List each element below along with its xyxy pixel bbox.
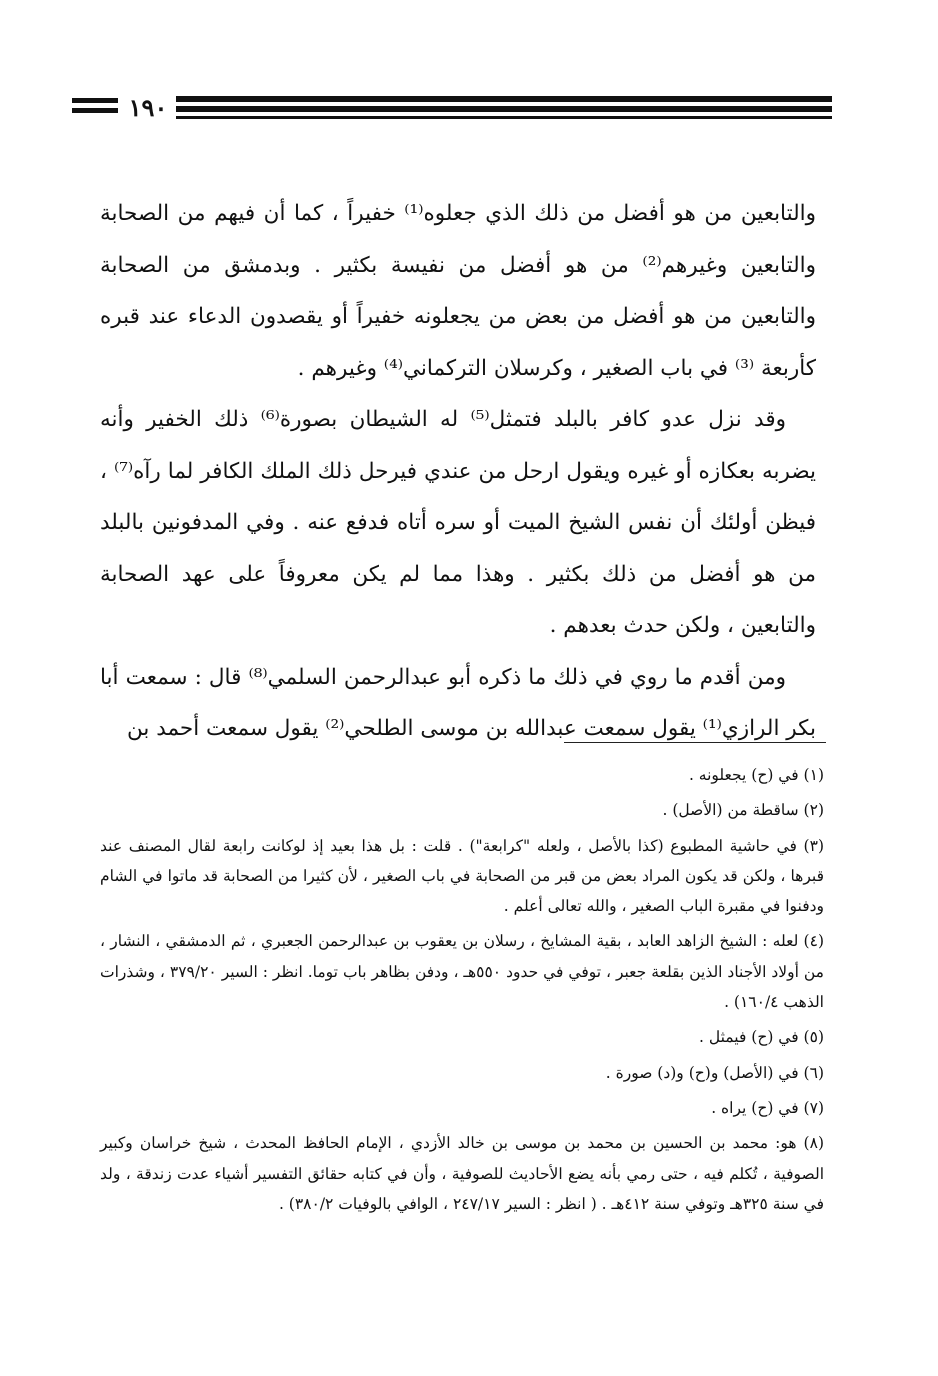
footnote-divider: [564, 742, 826, 743]
body-paragraph-1: والتابعين من هو أفضل من ذلك الذي جعلوه⁽¹⁾ خفيراً ، كما أن فيهم من الصحابة والتابعين وغيرهم⁽²⁾ من هو أفضل من نفيسة بكثير . وبدمشق من الصحابة والتابعين من هو أفضل من بعض من يجعلونه خفيراً أو يقصدون الدعاء عند قبره كأربعة ⁽³⁾ في باب الصغير ، وكرسلان التركماني⁽⁴⁾ وغيرهم .: [100, 201, 816, 381]
footnote-2: (٢) ساقطة من (الأصل) .: [662, 801, 824, 820]
body-paragraph-3: ومن أقدم ما روي في ذلك ما ذكره أبو عبدالرحمن السلمي⁽⁸⁾ قال : سمعت أبا بكر الرازي⁽¹⁾ يقول سمعت عبدالله بن موسى الطلحي⁽²⁾ يقول سمعت أحمد بن: [100, 664, 816, 741]
main-text: [100, 188, 816, 755]
footnote-8: (٨) هو: محمد بن الحسين بن محمد بن موسى بن خالد الأزدي ، الإمام الحافظ المحدث ، شيخ خراسان وكبير الصوفية ، تُكلم فيه ، حتى رمي بأنه يضع الأحاديث للصوفية ، وأن في كتابه حقائق التفسير أشياء عدت زندقة ، ولد في سنة ٣٢٥هـ وتوفي سنة ٤١٢هـ . ( انظر : السير ٢٤٧/١٧ ، الوافي بالوفيات ٣٨٠/٢) .: [100, 1134, 824, 1213]
footnotes: [100, 760, 824, 1219]
page-number: ١٩٠: [128, 93, 168, 122]
header-rule-left: [72, 92, 118, 122]
header-rule-right: [176, 92, 832, 122]
footnote-5: (٥) في (ح) فيمثل .: [699, 1028, 824, 1047]
footnote-1: (١) في (ح) يجعلونه .: [688, 766, 824, 784]
footnote-7: (٧) في (ح) يراه .: [711, 1098, 824, 1117]
body-paragraph-2: وقد نزل عدو كافر بالبلد فتمثل⁽⁵⁾ له الشيطان بصورة⁽⁶⁾ ذلك الخفير وأنه يضربه بعكازه أو غيره ويقول ارحل من عندي فيرحل ذلك الملك الكافر لما رآه⁽⁷⁾ ، فيظن أولئك أن نفس الشيخ الميت أو سره أتاه فدفع عنه . وفي المدفونين بالبلد من هو أفضل من ذلك بكثير . وهذا مما لم يكن معروفاً على عهد الصحابة والتابعين ، ولكن حدث بعدهم .: [100, 407, 816, 638]
footnote-3: (٣) في حاشية المطبوع (كذا بالأصل ، ولعله "كرابعة") . قلت : بل هذا بعيد إذ لوكانت رابعة لقال المصنف عند قبرها ، ولكن قد يكون المراد بعض من قبر من الصحابة في باب الصغير ، لأن كثيرا من الصحابة قد ماتوا في الشام ودفنوا في مقبرة الباب الصغير ، والله تعالى أعلم .: [100, 836, 824, 916]
footnote-6: (٦) في (الأصل) و(ح) و(د) صورة .: [605, 1063, 824, 1082]
footnote-4: (٤) لعله : الشيخ الزاهد العابد ، بقية المشايخ ، رسلان بن يعقوب بن عبدالرحمن الجعبري ، ثم الدمشقي ، النشار ، من أولاد الأجناد الذين بقلعة جعبر ، توفي في حدود ٥٥٠هـ ، ودفن بظاهر باب توما. انظر : السير ٣٧٩/٢٠ ، وشذرات الذهب ١٦٠/٤) .: [100, 932, 824, 1012]
page-header: [72, 92, 832, 128]
